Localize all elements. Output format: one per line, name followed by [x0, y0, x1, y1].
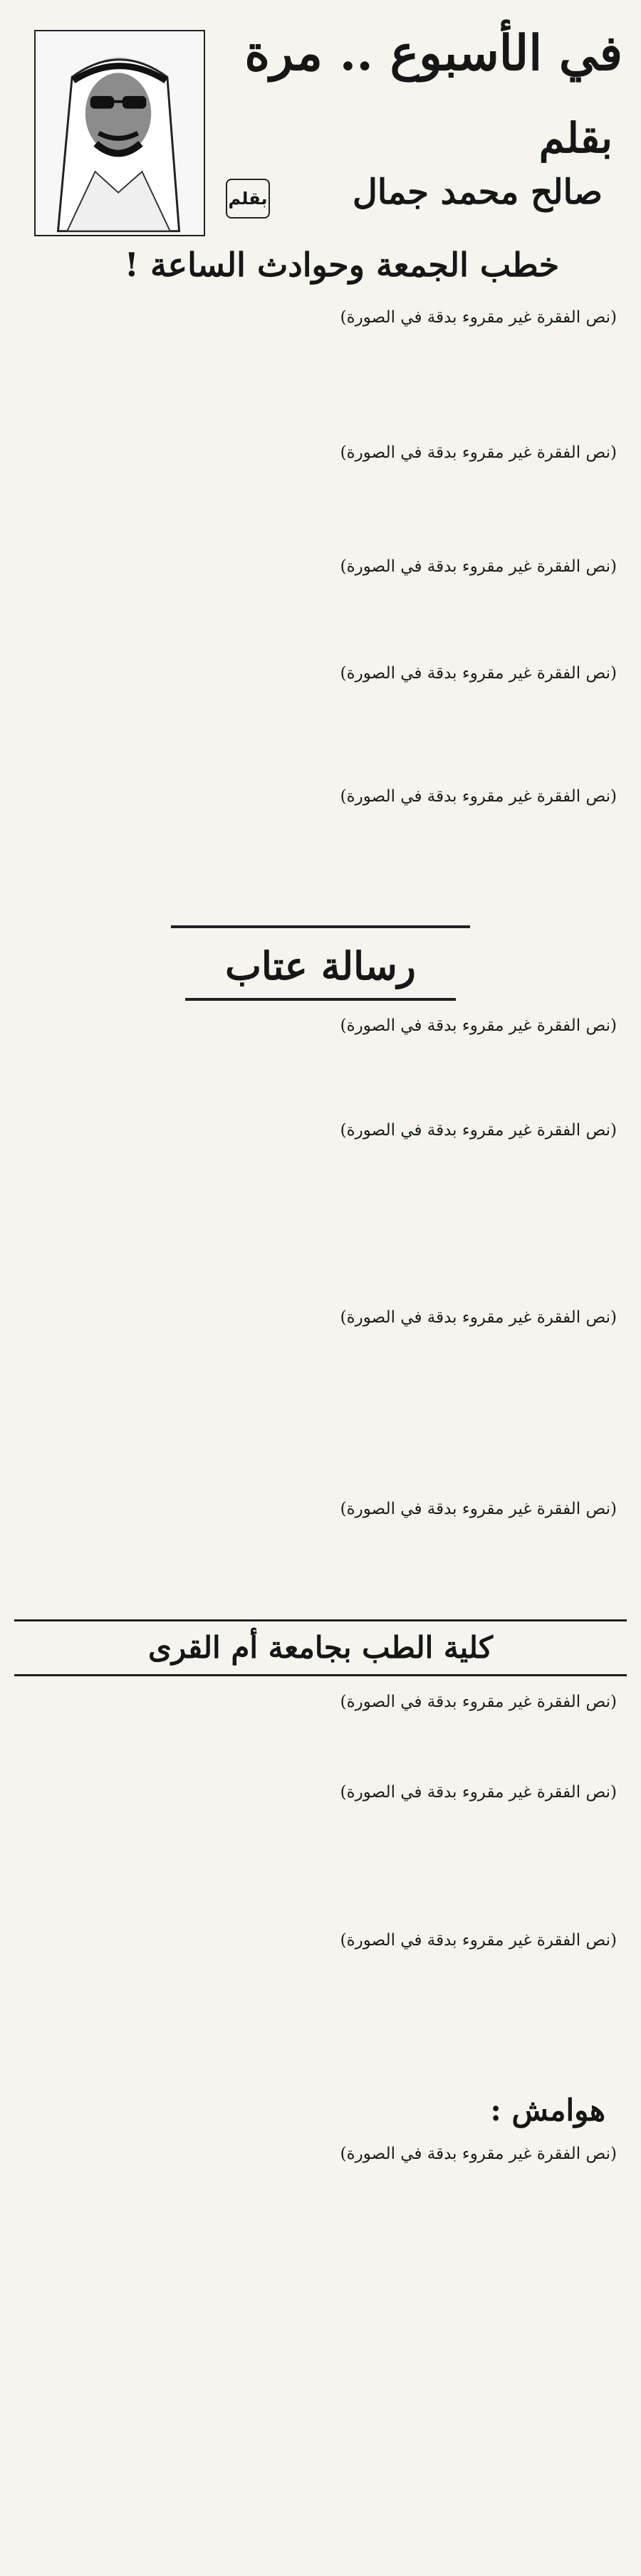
paragraph-10: (نص الفقرة غير مقروء بدقة في الصورة)	[340, 1693, 617, 1711]
paragraph-9: (نص الفقرة غير مقروء بدقة في الصورة)	[340, 1500, 617, 1518]
section-divider-3	[14, 1619, 627, 1621]
paragraph-11: (نص الفقرة غير مقروء بدقة في الصورة)	[340, 1783, 617, 1802]
section-divider-4	[14, 1674, 627, 1676]
main-article-title: خطب الجمعة وحوادث الساعة !	[124, 246, 560, 284]
paragraph-4: (نص الفقرة غير مقروء بدقة في الصورة)	[340, 664, 617, 683]
series-title: في الأسبوع .. مرة	[244, 25, 622, 82]
paragraph-3: (نص الفقرة غير مقروء بدقة في الصورة)	[340, 557, 617, 576]
paragraph-13: (نص الفقرة غير مقروء بدقة في الصورة)	[340, 2145, 617, 2163]
paragraph-5: (نص الفقرة غير مقروء بدقة في الصورة)	[340, 787, 617, 806]
section-divider-2	[185, 998, 456, 1001]
masthead	[13, 13, 628, 248]
section-2-title: رسالة عتاب	[225, 943, 416, 989]
paragraph-7: (نص الفقرة غير مقروء بدقة في الصورة)	[340, 1121, 617, 1140]
paragraph-12: (نص الفقرة غير مقروء بدقة في الصورة)	[340, 1931, 617, 1950]
author-name: صالح محمد جمال	[353, 172, 603, 212]
series-title-sub: بقلم	[538, 114, 613, 162]
portrait-image	[36, 31, 204, 235]
byline-label: بقلم	[226, 179, 270, 219]
author-portrait	[34, 30, 205, 236]
title-area	[224, 20, 622, 212]
footnotes-title: هوامش :	[490, 2093, 605, 2128]
paragraph-1: (نص الفقرة غير مقروء بدقة في الصورة)	[340, 308, 617, 327]
paragraph-8: (نص الفقرة غير مقروء بدقة في الصورة)	[340, 1308, 617, 1327]
paragraph-2: (نص الفقرة غير مقروء بدقة في الصورة)	[340, 443, 617, 462]
section-divider-1	[171, 925, 470, 928]
paragraph-6: (نص الفقرة غير مقروء بدقة في الصورة)	[340, 1016, 617, 1035]
section-3-title: كلية الطب بجامعة أم القرى	[147, 1630, 494, 1665]
